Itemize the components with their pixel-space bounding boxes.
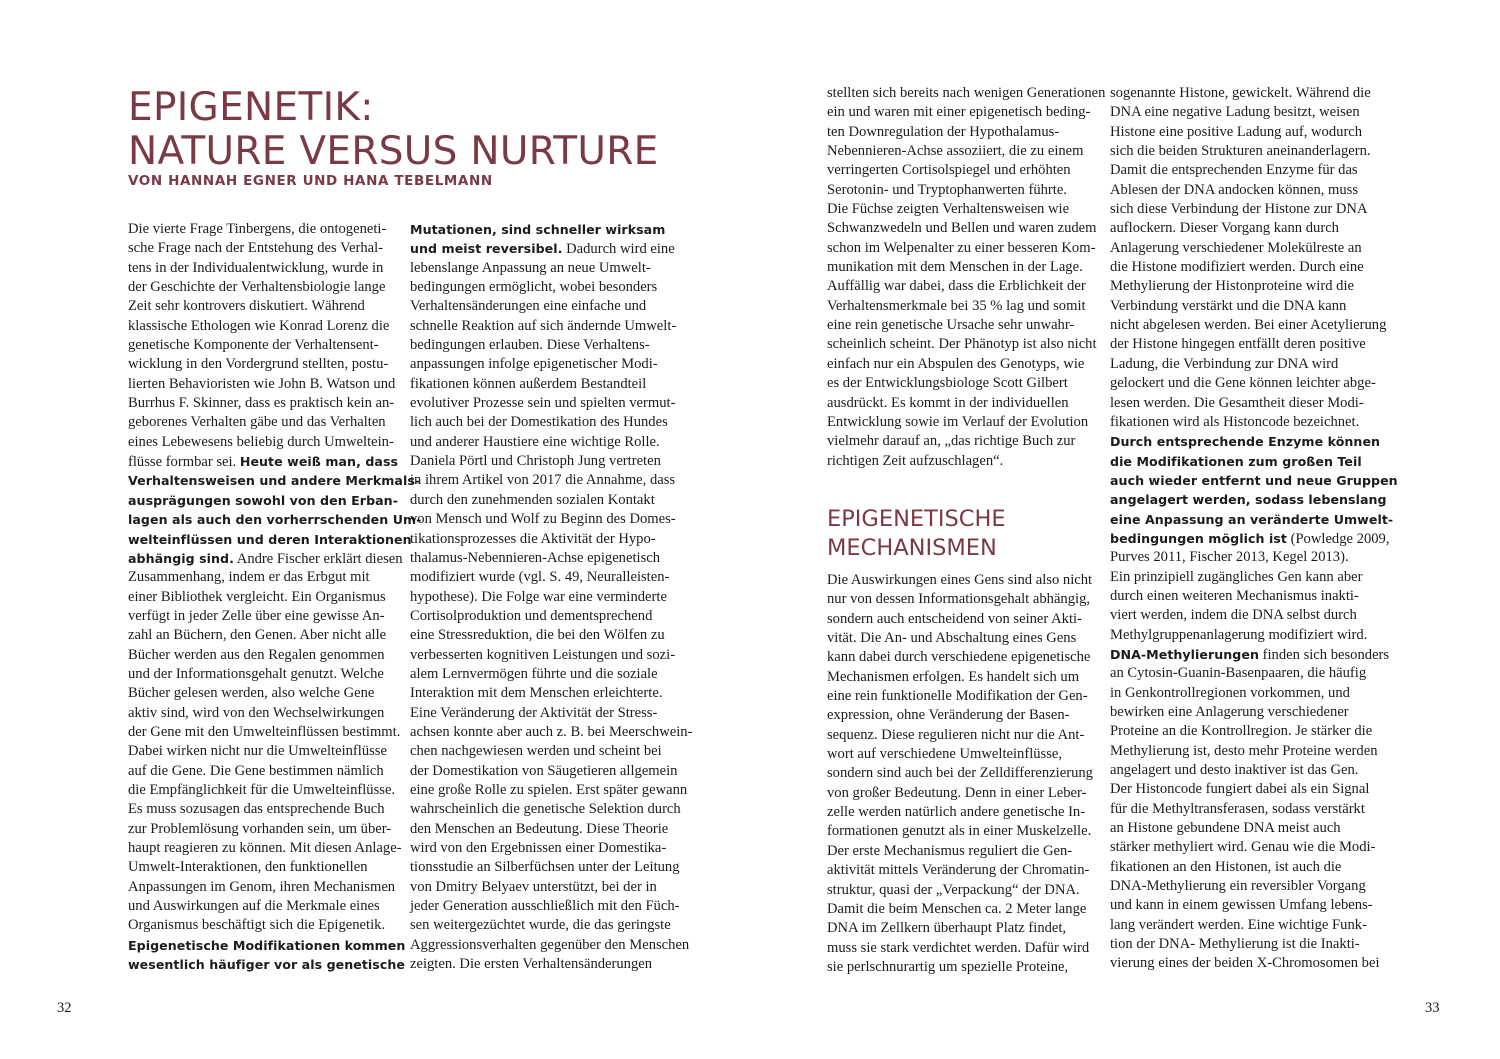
bold-text: Verhaltensweisen und andere Merkmals- [128, 473, 421, 489]
text-line: Ablesen der DNA andocken können, muss [1110, 181, 1359, 198]
bold-text: ausprägungen sowohl von den Erban- [128, 492, 398, 508]
text-line [1110, 490, 1398, 509]
text-line: fikationen wird als Histoncode bezeichnet. [1110, 413, 1360, 430]
bold-text: Heute weiß man, dass [239, 454, 399, 470]
text-line: sogenannte Histone, gewickelt. Während die [1110, 85, 1371, 101]
text-line: Zusammenhang, indem er das Erbgut mit [128, 569, 370, 586]
text-line: genetische Komponente der Verhaltensent- [128, 337, 379, 354]
text-line: in Genkontrollregionen vorkommen, und [1110, 684, 1350, 701]
text-line: ein und waren mit einer epigenetisch beding- [827, 104, 1091, 121]
text-line: expression, ohne Veränderung der Basen- [827, 707, 1070, 724]
text-line: lebenslange Anpassung an neue Umwelt- [410, 259, 651, 276]
page-title-line-2: NATURE VERSUS NURTURE [128, 129, 659, 174]
text-line: durch einen weiteren Mechanismus inakti- [1110, 587, 1359, 604]
text-column-3-top [827, 84, 1105, 471]
bold-text: angelagert werden, sodass lebenslang [1110, 492, 1387, 508]
text-line: hypothese). Die Folge war eine verminderte [410, 588, 667, 605]
text-line: auflockern. Dieser Vorgang kann durch [1110, 220, 1339, 237]
text-line: und der Informationsgehalt genutzt. Welche [128, 665, 384, 682]
text-line: Schwanzwedeln und Bellen und waren zudem [827, 220, 1097, 237]
text-line: Bücher gelesen werden, also welche Gene [128, 685, 375, 702]
text-line: eine rein genetische Ursache sehr unwahr- [827, 317, 1075, 334]
text-line: Die Füchse zeigten Verhaltensweisen wie [827, 201, 1070, 218]
text-line: verbesserten kognitiven Leistungen und sozi- [410, 646, 676, 663]
text-line: eine Stressreduktion, die bei den Wölfen zu [410, 627, 665, 644]
text-line: haupt reagieren zu können. Mit diesen Anlage- [128, 840, 402, 856]
text-line: es der Entwicklungsbiologe Scott Gilbert [827, 375, 1068, 392]
text-line: richtigen Zeit aufzuschlagen“. [827, 452, 1004, 469]
bold-text: auch wieder entfernt und neue Gruppen [1110, 472, 1398, 488]
text-line: ten Downregulation der Hypothalamus- [827, 123, 1060, 140]
text-line: sequenz. Diese regulieren nicht nur die Ant- [827, 726, 1085, 743]
text-line: Proteine an die Kontrollregion. Je stärker die [1110, 723, 1373, 740]
text-line: alem Lernvermögen führte und die soziale [410, 665, 658, 682]
text-line: sondern sind auch bei der Zelldifferenzierung [827, 765, 1093, 782]
text-line: Verhaltensänderungen eine einfache und [410, 298, 647, 315]
text-line: Verhaltensmerkmale bei 35 % lag und somit [827, 297, 1086, 314]
text-line: und kann in einem gewissen Umfang lebens- [1110, 897, 1373, 914]
text-line: und Auswirkungen auf die Merkmale eines [128, 898, 380, 915]
text-line: chen nachgewiesen werden und scheint bei [410, 743, 662, 760]
text-column-3-bottom [827, 571, 1093, 977]
text-line: formationen genutzt als in einer Muskelzelle. [827, 823, 1092, 840]
text-line: einfach nur ein Abspulen des Genotyps, wie [827, 355, 1085, 372]
text-line: verringerten Cortisolspiegel und erhöhten [827, 162, 1071, 179]
text-line: vität. Die An- und Abschaltung eines Gens [827, 630, 1077, 647]
text-line: wort auf verschiedene Umwelteinflüsse, [827, 746, 1063, 763]
text-line: eine rein funktionelle Modifikation der Gen- [827, 688, 1088, 705]
text-line: wird von den Ergebnissen einer Domestika- [410, 840, 667, 856]
text-line: abhängig sind. Andre Fischer erklärt diesen [128, 550, 403, 567]
text-line: vielmehr darauf an, „das richtige Buch zur [827, 433, 1076, 450]
text-line: Damit die beim Menschen ca. 2 Meter lange [827, 900, 1087, 917]
text-line: scheinlich scheint. Der Phänotyp ist also nicht [827, 336, 1097, 353]
text-line: Methylgruppenanlagerung modifiziert wird. [1110, 626, 1368, 643]
text-line: Purves 2011, Fischer 2013, Kegel 2013). [1110, 549, 1349, 566]
text-line [128, 491, 421, 510]
text-line: ausdrückt. Es kommt in der individuellen [827, 394, 1069, 411]
text-line: Umwelt-Interaktionen, den funktionellen [128, 859, 368, 876]
page-title-line-1: EPIGENETIK: [128, 85, 374, 130]
text-line: modifiziert wurde (vgl. S. 49, Neuralleisten- [410, 569, 670, 586]
text-line: und meist reversibel. Dadurch wird eine [410, 241, 675, 258]
text-line: bedingungen möglich ist (Powledge 2009, [1110, 530, 1390, 547]
text-column-2 [410, 220, 692, 974]
text-line: angelagert und desto inaktiver ist das Gen. [1110, 762, 1359, 779]
text-line [128, 510, 421, 529]
text-line: DNA-Methylierungen finden sich besonders [1110, 646, 1390, 663]
text-line: Verbindung verstärkt und die DNA kann [1110, 297, 1347, 314]
text-line: Auffällig war dabei, dass die Erblichkeit der [827, 278, 1086, 295]
text-line [1110, 432, 1398, 451]
text-line: zahl an Büchern, den Genen. Aber nicht alle [128, 627, 387, 644]
bold-text: eine Anpassung an veränderte Umwelt- [1110, 511, 1394, 527]
byline: VON HANNAH EGNER UND HANA TEBELMANN [128, 173, 493, 189]
text-line: der Domestikation von Säugetieren allgemein [410, 762, 678, 779]
text-line: durch den zunehmenden sozialen Kontakt [410, 491, 655, 508]
bold-text: welteinflüssen und deren Interaktionen [128, 531, 412, 547]
text-line: sich die beiden Strukturen aneinanderlagern. [1110, 143, 1371, 160]
bold-text: Mutationen, sind schneller wirksam [410, 222, 666, 237]
text-line: Organismus beschäftigt sich die Epigenetik. [128, 917, 386, 934]
text-line: aktivität mittels Veränderung der Chromatin- [827, 862, 1090, 879]
text-line: Anlagerung verschiedener Molekülreste an [1110, 239, 1362, 256]
text-line [128, 955, 421, 974]
text-line: achsen konnte aber auch z. B. bei Meerschwein- [410, 723, 693, 740]
bold-text: Epigenetische Modifikationen kommen [128, 937, 406, 953]
text-line: Die vierte Frage Tinbergens, die ontogeneti- [128, 221, 387, 237]
text-line: Bücher werden aus den Regalen genommen [128, 646, 385, 663]
text-line: geborenes Verhalten gäbe und das Verhalten [128, 414, 386, 431]
text-line: lang verändert werden. Eine wichtige Funk- [1110, 916, 1367, 933]
text-line: kann dabei durch verschiedene epigenetische [827, 649, 1091, 666]
text-line: lierten Behavioristen wie John B. Watson und [128, 375, 396, 392]
text-line: stärker methyliert wird. Genau wie die Modi- [1110, 839, 1376, 856]
text-line: nicht abgelesen werden. Bei einer Acetylierung [1110, 317, 1387, 334]
text-line: thalamus-Nebennieren-Achse epigenetisch [410, 549, 661, 566]
text-line: Nebennieren-Achse assoziiert, die zu einem [827, 143, 1084, 160]
text-line: klassische Ethologen wie Konrad Lorenz die [128, 317, 390, 334]
text-line [128, 530, 421, 549]
text-line: muss sie stark verdichtet werden. Dafür wird [827, 939, 1090, 956]
text-line: an Cytosin-Guanin-Basenpaaren, die häufig [1110, 665, 1367, 682]
text-line: tikationsprozesses die Aktivität der Hypo- [410, 530, 656, 547]
text-line: Es muss sozusagen das entsprechende Buch [128, 801, 385, 818]
text-line: schnelle Reaktion auf sich ändernde Umwelt- [410, 317, 677, 334]
text-line: aktiv sind, wird von den Wechselwirkungen [128, 704, 385, 721]
bold-text: die Modifikationen zum großen Teil [1110, 453, 1362, 469]
bold-text: wesentlich häufiger vor als genetische [128, 957, 405, 973]
page-number-right: 33 [1425, 1000, 1440, 1016]
text-line: von Dmitry Belyaev unterstützt, bei der in [410, 878, 657, 895]
text-line: sondern auch entscheidend von seiner Akti- [827, 610, 1082, 627]
text-line: flüsse formbar sei. Heute weiß man, dass [128, 454, 399, 471]
bold-text: DNA-Methylierungen [1110, 646, 1259, 662]
text-line: bewirken eine Anlagerung verschiedener [1110, 704, 1349, 720]
text-line [128, 471, 421, 490]
text-line: einer Bibliothek vergleicht. Ein Organismus [128, 588, 386, 605]
text-line: Der erste Mechanismus reguliert die Gen- [827, 842, 1073, 859]
text-line: der Geschichte der Verhaltensbiologie lange [128, 279, 386, 296]
text-line: sie perlschnurartig um spezielle Proteine, [827, 958, 1069, 975]
text-line: für die Methyltransferasen, sodass verstärkt [1110, 800, 1365, 817]
text-line: Dabei wirken nicht nur die Umwelteinflüsse [128, 743, 387, 760]
text-line: wahrscheinlich die genetische Selektion durch [410, 801, 681, 818]
text-line: von Mensch und Wolf zu Beginn des Domes- [410, 511, 676, 528]
text-line: sche Frage nach der Entstehung des Verhal- [128, 240, 384, 257]
text-line [1110, 510, 1398, 529]
text-line: eine große Rolle zu spielen. Erst später gewann [410, 781, 688, 798]
text-line: Die Auswirkungen eines Gens sind also nicht [827, 572, 1093, 588]
text-line: Entwicklung sowie im Verlauf der Evolution [827, 413, 1089, 430]
text-line: Serotonin- und Tryptophanwerten führte. [827, 181, 1067, 198]
text-line: Mechanismen erfolgen. Es handelt sich um [827, 668, 1080, 685]
text-line: Histone eine positive Ladung auf, wodurch [1110, 123, 1363, 140]
text-line: zur Problemlösung vorhanden sein, um über- [128, 820, 392, 837]
text-line [128, 936, 421, 955]
text-line: sen weitergezüchtet wurde, die das geringste [410, 917, 671, 934]
section-heading [827, 505, 1006, 563]
text-line: jeder Generation ausschließlich mit den Füch- [410, 898, 680, 915]
text-line: Interaktion mit dem Menschen erleichterte. [410, 685, 663, 702]
text-line: Anpassungen im Genom, ihren Mechanismen [128, 878, 396, 895]
text-line: lich auch bei der Domestikation des Hundes [410, 414, 668, 431]
text-line: struktur, quasi der „Verpackung“ der DNA. [827, 881, 1080, 898]
text-line: zeigten. Die ersten Verhaltensänderungen [410, 956, 653, 973]
text-line [1110, 452, 1398, 471]
text-line: von großer Bedeutung. Denn in einer Leber- [827, 784, 1087, 801]
text-line [410, 220, 692, 239]
text-line: und anderer Haustiere eine wichtige Rolle. [410, 433, 660, 450]
text-line: munikation mit dem Menschen in der Lage. [827, 259, 1083, 276]
section-heading-line-2: MECHANISMEN [827, 535, 997, 561]
text-line: Der Histoncode fungiert dabei als ein Signal [1110, 781, 1370, 798]
text-line: auf die Gene. Die Gene bestimmen nämlich [128, 762, 384, 779]
text-line: Methylierung ist, desto mehr Proteine werden [1110, 742, 1378, 759]
text-line: DNA-Methylierung ein reversibler Vorgang [1110, 878, 1366, 895]
text-line: Methylierung der Histonproteine wird die [1110, 278, 1354, 295]
text-line: Cortisolproduktion und dementsprechend [410, 607, 653, 624]
text-line: Ladung, die Verbindung zur DNA wird [1110, 355, 1339, 372]
page-number-left: 32 [57, 1000, 72, 1016]
bold-text: Durch entsprechende Enzyme können [1110, 434, 1381, 450]
text-line: Zeit sehr kontrovers diskutiert. Während [128, 298, 365, 315]
text-line: den Menschen an Bedeutung. Diese Theorie [410, 820, 669, 837]
text-line: Daniela Pörtl und Christoph Jung vertreten [410, 453, 661, 470]
text-line: nur von dessen Informationsgehalt abhängig, [827, 591, 1091, 608]
text-line: viert werden, indem die DNA selbst durch [1110, 607, 1357, 624]
text-line: gelockert und die Gene können leichter abge- [1110, 375, 1376, 392]
text-line: der Histone hingegen entfällt deren positive [1110, 336, 1366, 353]
section-heading-line-1: EPIGENETISCHE [827, 506, 1006, 532]
text-line: tionsstudie an Silberfüchsen unter der Leitung [410, 859, 680, 876]
text-line: stellten sich bereits nach wenigen Generationen [827, 85, 1106, 101]
text-line: in ihrem Artikel von 2017 die Annahme, dass [410, 472, 676, 489]
text-line: bedingungen erlauben. Diese Verhaltens- [410, 337, 650, 354]
bold-text: und meist reversibel. [410, 241, 563, 257]
text-line [1110, 471, 1398, 490]
text-column-4 [1110, 84, 1398, 974]
text-line: verfügt in jeder Zelle über eine gewisse An- [128, 607, 385, 624]
text-line: evolutiver Prozesse sein und spielten vermut- [410, 395, 676, 412]
text-line: anpassungen infolge epigenetischer Modi- [410, 356, 658, 373]
text-line: vierung eines der beiden X-Chromosomen bei [1110, 955, 1380, 972]
text-line: eines Lebewesens beliebig durch Umweltein- [128, 433, 394, 450]
text-line: schon im Welpenalter zu einer besseren Kom- [827, 239, 1096, 256]
text-line: an Histone gebundene DNA meist auch [1110, 820, 1341, 837]
text-line: fikationen können außerdem Bestandteil [410, 375, 647, 392]
bold-text: lagen als auch den vorherrschenden Um- [128, 512, 422, 528]
bold-text: bedingungen möglich ist [1110, 530, 1287, 546]
text-line: zelle werden natürlich andere genetische In- [827, 804, 1086, 821]
text-line: Ein prinzipiell zugängliches Gen kann aber [1110, 568, 1363, 585]
text-line: tens in der Individualentwicklung, wurde in [128, 259, 384, 276]
text-line: DNA eine negative Ladung besitzt, weisen [1110, 104, 1360, 121]
text-line: tion der DNA- Methylierung ist die Inakti- [1110, 936, 1360, 953]
text-line: lesen werden. Die Gesamtheit dieser Modi- [1110, 394, 1364, 411]
text-line: Eine Veränderung der Aktivität der Stress- [410, 704, 658, 721]
text-line: die Empfänglichkeit für die Umwelteinflüsse. [128, 781, 396, 798]
text-line: fikationen an den Histonen, ist auch die [1110, 858, 1342, 875]
text-line: Damit die entsprechenden Enzyme für das [1110, 162, 1358, 179]
text-line: sich diese Verbindung der Histone zur DNA [1110, 201, 1368, 218]
text-column-1 [128, 220, 421, 974]
bold-text: abhängig sind. [128, 550, 234, 566]
text-line: die Histone modifiziert werden. Durch eine [1110, 259, 1364, 276]
text-line: Burrhus F. Skinner, dass es praktisch kein an- [128, 395, 395, 412]
text-line: DNA im Zellkern überhaupt Platz findet, [827, 920, 1067, 937]
page-title [128, 86, 659, 174]
text-line: bedingungen ermöglicht, wobei besonders [410, 279, 658, 296]
text-line: Aggressionsverhalten gegenüber den Menschen [410, 936, 690, 953]
text-line: der Gene mit den Umwelteinflüssen bestimmt. [128, 723, 401, 740]
text-line: wicklung in den Vordergrund stellten, postu- [128, 356, 389, 373]
